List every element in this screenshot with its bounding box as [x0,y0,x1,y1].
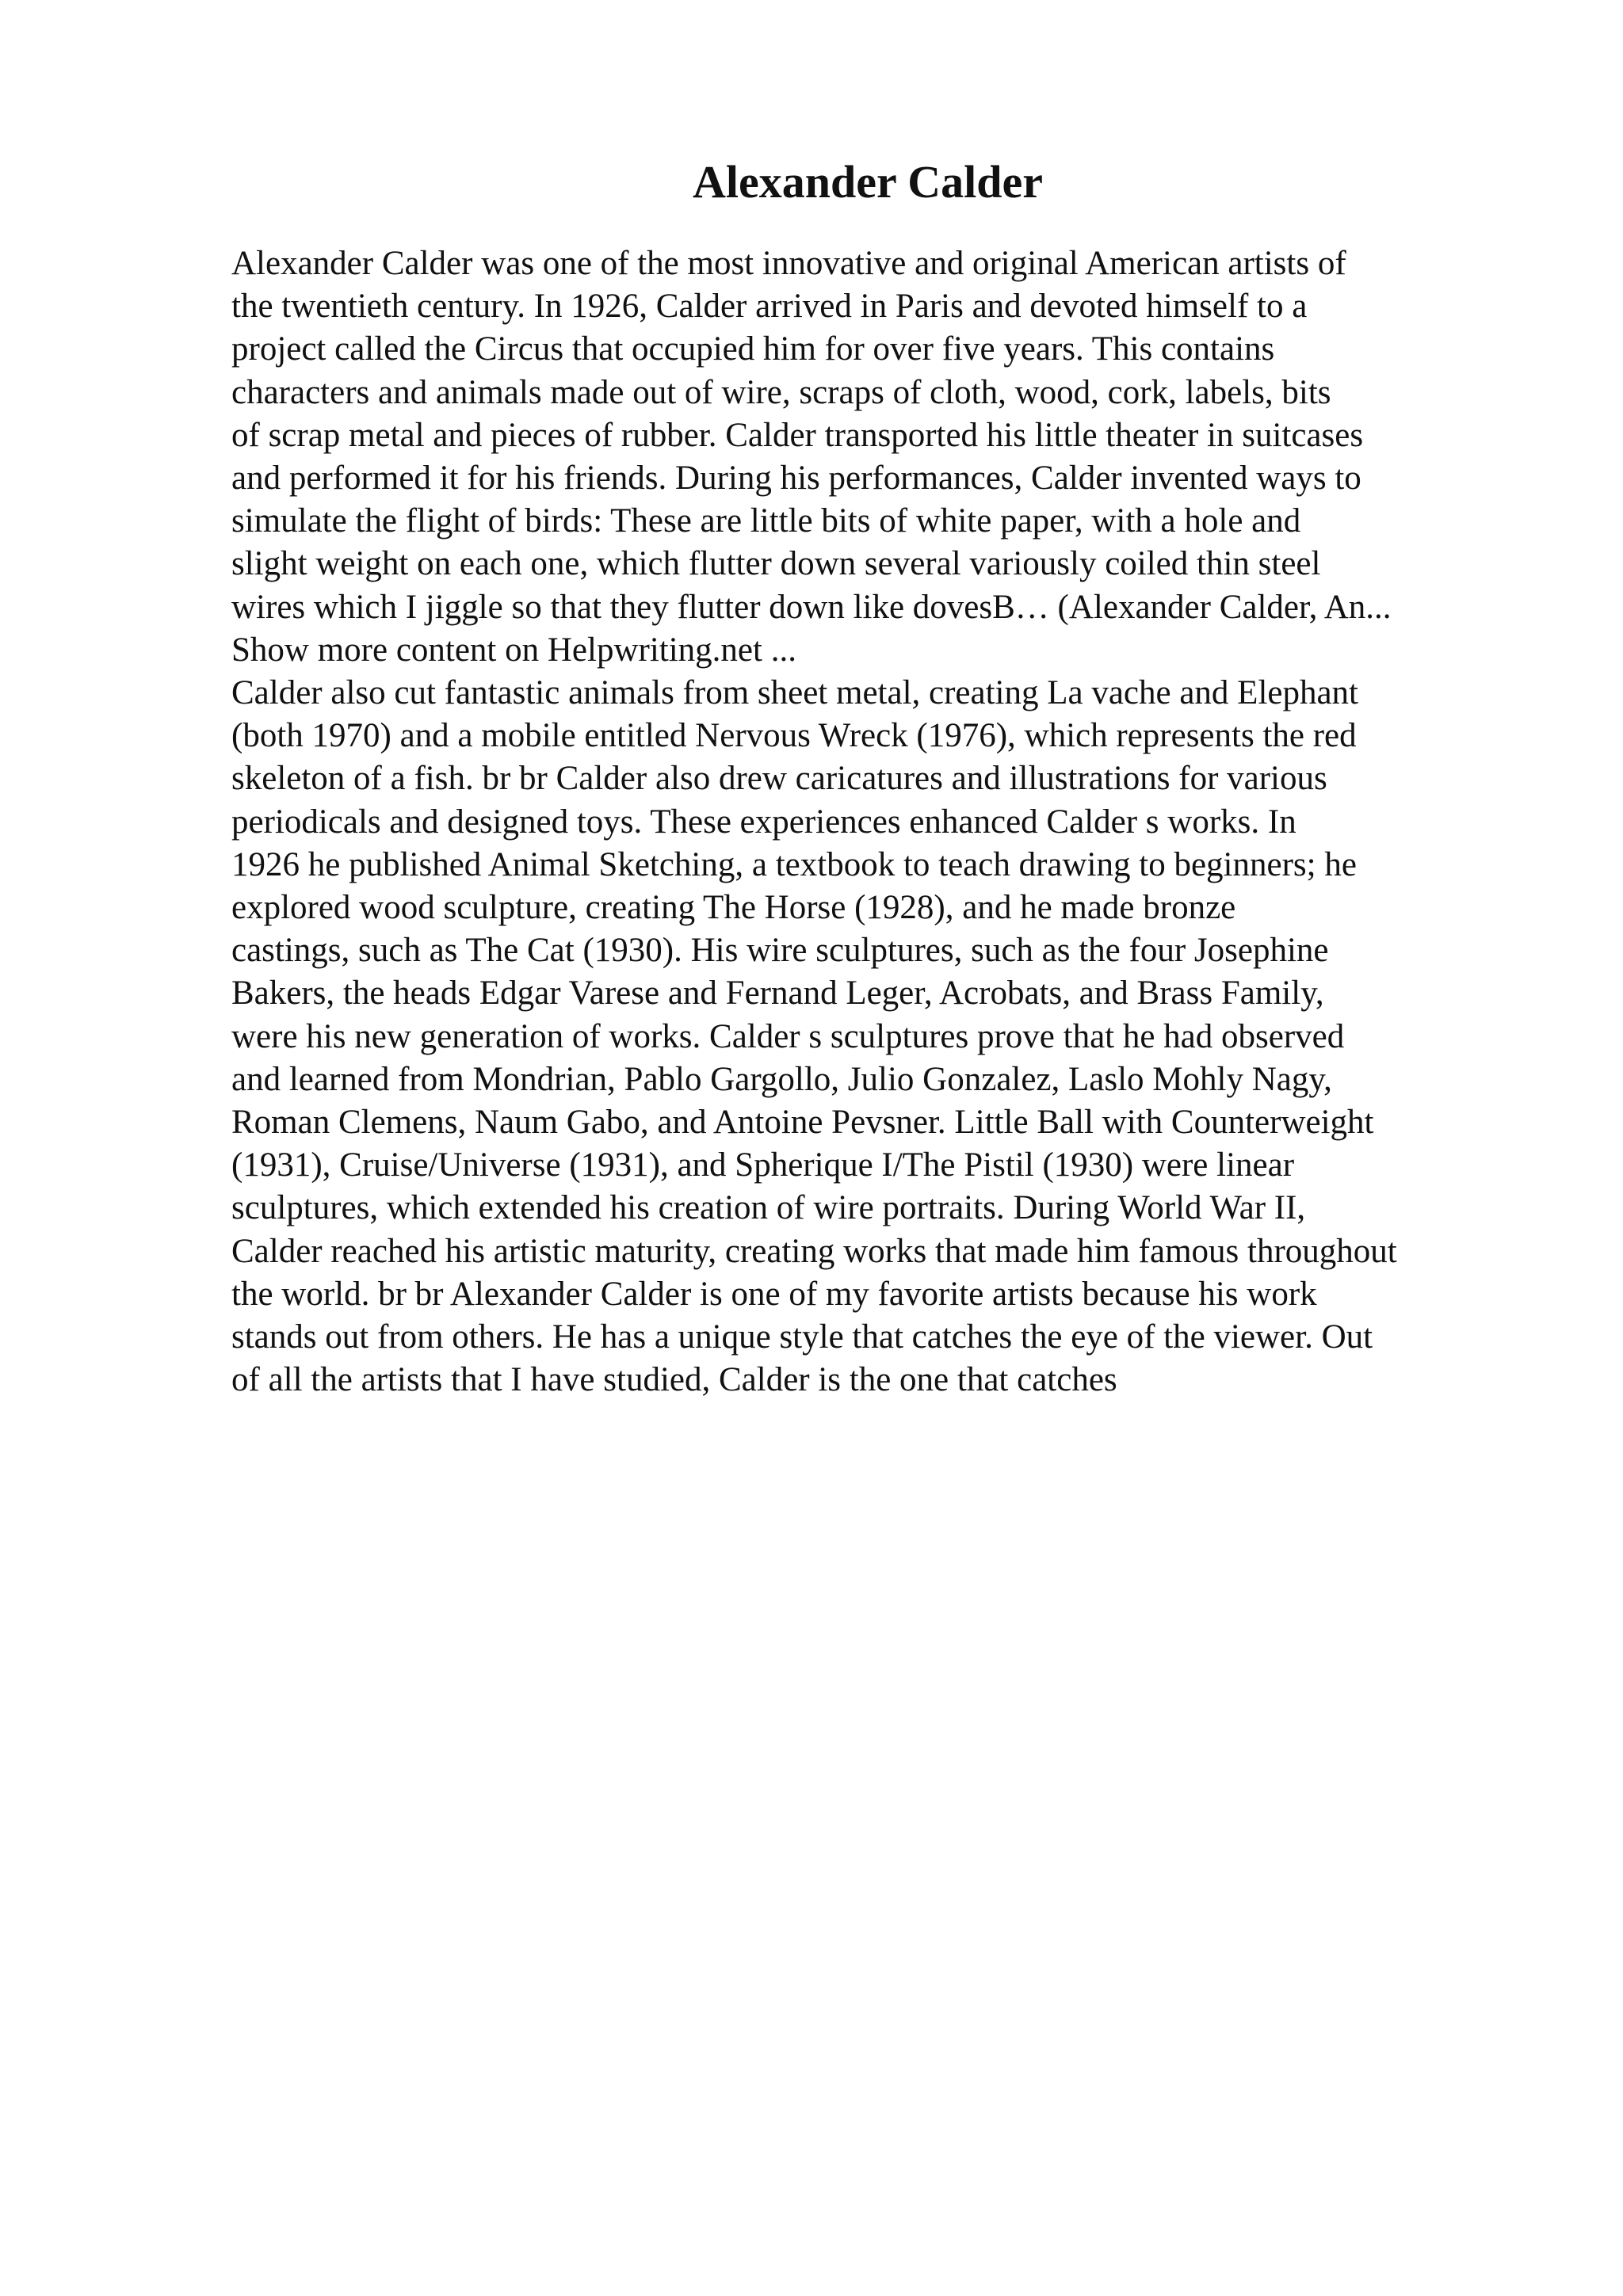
text-line: Calder also cut fantastic animals from sheet metal, creating La vache and Elephant [231,674,1359,712]
text-line: simulate the flight of birds: These are little bits of white paper, with a hole and [231,502,1301,540]
text-line: skeleton of a fish. br br Calder also drew caricatures and illustrations for various [231,760,1327,798]
text-line: (both 1970) and a mobile entitled Nervous Wreck (1976), which represents the red [231,717,1357,755]
text-line: stands out from others. He has a unique style that catches the eye of the viewer. Out [231,1318,1373,1356]
document-title: Alexander Calder [693,156,1043,208]
text-line: 1926 he published Animal Sketching, a textbook to teach drawing to beginners; he [231,845,1357,883]
text-line: wires which I jiggle so that they flutter down like dovesВ… (Alexander Calder, An... [231,588,1392,626]
text-line: were his new generation of works. Calder s sculptures prove that he had observed [231,1017,1345,1055]
text-line: castings, such as The Cat (1930). His wire sculptures, such as the four Josephine [231,932,1329,970]
text-line: project called the Circus that occupied him for over five years. This contains [231,330,1275,368]
text-line: Calder reached his artistic maturity, creating works that made him famous throughout [231,1232,1397,1270]
document-body [231,242,1594,1402]
text-line: periodicals and designed toys. These experiences enhanced Calder s works. In [231,803,1296,841]
text-line: sculptures, which extended his creation of wire portraits. During World War II, [231,1189,1306,1227]
text-line: of scrap metal and pieces of rubber. Calder transported his little theater in suitcases [231,416,1364,454]
show-more-link[interactable]: Show more content on Helpwriting.net ... [231,631,796,669]
text-line: of all the artists that I have studied, Calder is the one that catches [231,1361,1117,1399]
text-line: and performed it for his friends. During his performances, Calder invented ways to [231,460,1361,498]
text-line: (1931), Cruise/Universe (1931), and Spherique I/The Pistil (1930) were linear [231,1146,1295,1184]
text-line: Roman Clemens, Naum Gabo, and Antoine Pevsner. Little Ball with Counterweight [231,1104,1374,1142]
text-line: Bakers, the heads Edgar Varese and Fernand Leger, Acrobats, and Brass Family, [231,974,1324,1013]
text-line: and learned from Mondrian, Pablo Gargollo, Julio Gonzalez, Laslo Mohly Nagy, [231,1060,1332,1098]
text-line: characters and animals made out of wire, scraps of cloth, wood, cork, labels, bits [231,373,1331,411]
text-line: the twentieth century. In 1926, Calder arrived in Paris and devoted himself to a [231,288,1308,326]
text-line: explored wood sculpture, creating The Horse (1928), and he made bronze [231,889,1236,927]
text-line: slight weight on each one, which flutter down several variously coiled thin steel [231,545,1321,583]
text-line: the world. br br Alexander Calder is one of my favorite artists because his work [231,1275,1317,1313]
text-line: Alexander Calder was one of the most innovative and original American artists of [231,245,1346,282]
